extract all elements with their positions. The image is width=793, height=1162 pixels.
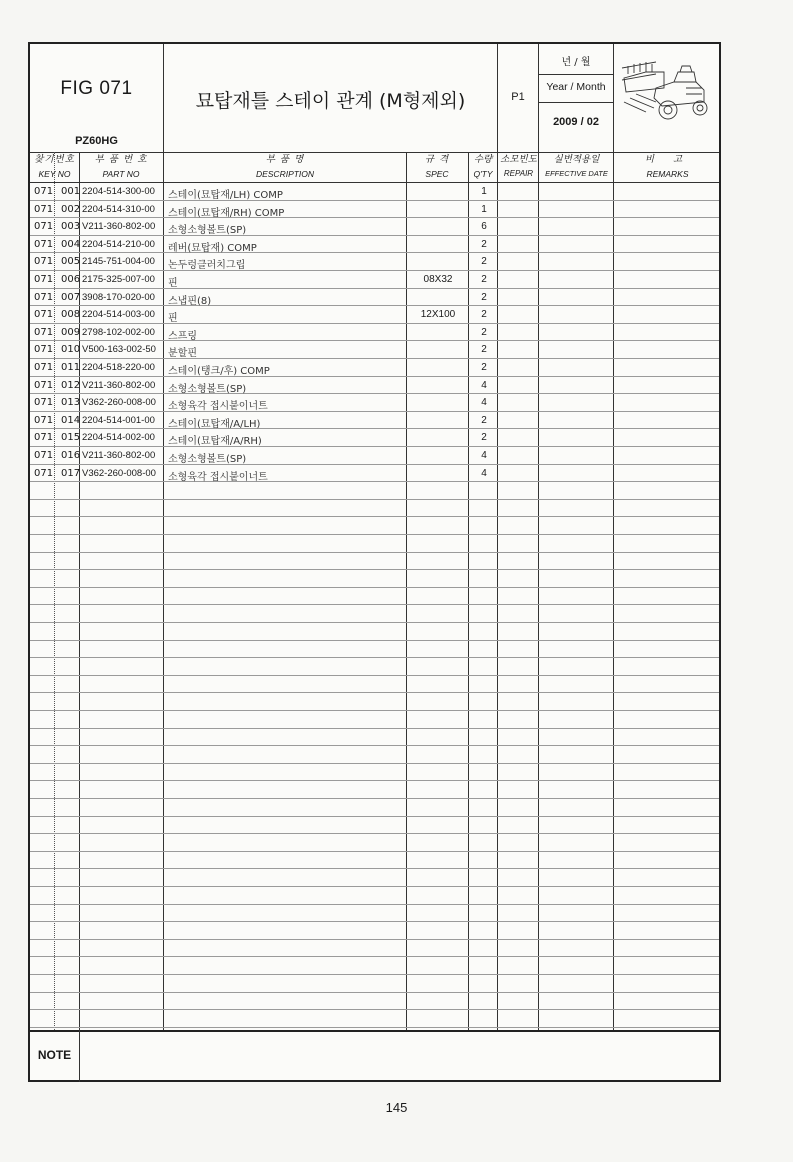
row-rule xyxy=(30,657,719,658)
figure-number: FIG 071 xyxy=(60,78,133,99)
column-head-repair-en: REPAIR xyxy=(503,169,534,178)
part-number: V362-260-008-00 xyxy=(82,397,156,409)
table-row xyxy=(30,254,719,272)
note-divider xyxy=(79,1030,80,1082)
key-number: 008 xyxy=(61,309,81,321)
part-number: V500-163-002-50 xyxy=(82,344,156,356)
column-head-key-en: KEY NO xyxy=(38,169,71,179)
part-number: 2204-514-310-00 xyxy=(82,203,155,215)
fig-number: 071 xyxy=(34,221,54,233)
key-number: 016 xyxy=(61,450,81,461)
part-number: 2204-514-003-00 xyxy=(82,309,155,321)
table-row xyxy=(30,448,719,466)
quantity: 2 xyxy=(481,432,487,444)
column-head-repair-ko: 소모빈도 xyxy=(500,154,537,165)
column-head-effective-ko: 실번적용일 xyxy=(553,154,600,165)
key-number: 013 xyxy=(61,397,81,409)
description: 핀 xyxy=(168,313,178,325)
fig-number: 071 xyxy=(34,256,54,268)
description: 레버(묘탑재) COMP xyxy=(168,242,257,254)
page-number: 145 xyxy=(385,1100,408,1115)
part-number: 2204-514-300-00 xyxy=(82,186,155,197)
description: 소형소형볼트(SP) xyxy=(168,225,247,237)
row-rule xyxy=(30,692,719,693)
quantity: 4 xyxy=(481,379,487,391)
row-rule xyxy=(30,534,719,535)
row-rule xyxy=(30,816,719,817)
note-top-line xyxy=(30,1030,719,1032)
fig-number: 071 xyxy=(34,362,54,373)
row-rule xyxy=(30,569,719,570)
year-month-english: Year / Month xyxy=(546,81,606,93)
key-number: 002 xyxy=(61,203,81,215)
table-row xyxy=(30,272,719,290)
column-head-part-en: PART NO xyxy=(102,169,140,179)
quantity: 2 xyxy=(481,362,487,373)
fig-number: 071 xyxy=(34,274,54,285)
key-number: 014 xyxy=(61,414,81,426)
part-number: 2204-514-002-00 xyxy=(82,432,155,444)
rice-transplanter-illustration xyxy=(616,58,716,130)
column-head-qty-ko: 수량 xyxy=(473,154,493,165)
column-head-bottom-line xyxy=(30,182,719,183)
key-number: 001 xyxy=(61,186,81,197)
description: 소형육각 접시붙이너트 xyxy=(168,401,268,413)
fig-number: 071 xyxy=(34,397,54,409)
table-row xyxy=(30,378,719,396)
part-number: 2204-514-210-00 xyxy=(82,238,155,250)
description: 소형육각 접시붙이너트 xyxy=(168,471,268,483)
table-row xyxy=(30,466,719,484)
page-title: 묘탑재틀 스테이 관계 (M형제외) xyxy=(195,90,466,112)
column-head-spec-ko: 규 격 xyxy=(424,154,450,165)
description: 스냅핀(8) xyxy=(168,295,212,307)
row-rule xyxy=(30,745,719,746)
key-number: 005 xyxy=(61,256,81,268)
description: 스프링 xyxy=(168,330,197,342)
quantity: 1 xyxy=(481,203,487,215)
description: 스테이(묘탑재/LH) COMP xyxy=(168,190,283,201)
fig-number: 071 xyxy=(34,186,54,197)
fig-number: 071 xyxy=(34,450,54,461)
row-rule xyxy=(30,868,719,869)
key-number: 006 xyxy=(61,274,81,285)
column-head-qty-en: Q'TY xyxy=(473,169,493,179)
header-divider xyxy=(538,102,613,103)
row-rule xyxy=(30,974,719,975)
fig-number: 071 xyxy=(34,467,54,479)
row-rule xyxy=(30,728,719,729)
row-rule xyxy=(30,1009,719,1010)
part-number: V211-360-802-00 xyxy=(82,221,156,233)
key-number: 004 xyxy=(61,238,81,250)
fig-number: 071 xyxy=(34,344,54,356)
row-rule xyxy=(30,798,719,799)
row-rule xyxy=(30,499,719,500)
column-head-spec-en: SPEC xyxy=(425,169,449,179)
key-number: 009 xyxy=(61,326,81,338)
fig-number: 071 xyxy=(34,414,54,426)
key-number: 010 xyxy=(61,344,81,356)
table-row xyxy=(30,342,719,360)
table-row xyxy=(30,202,719,220)
fig-number: 071 xyxy=(34,291,54,303)
spec: 12X100 xyxy=(420,309,456,321)
row-rule xyxy=(30,851,719,852)
row-rule xyxy=(30,956,719,957)
year-month-korean: 년 / 월 xyxy=(561,57,591,68)
part-number: V362-260-008-00 xyxy=(82,467,156,479)
table-row xyxy=(30,325,719,343)
row-rule xyxy=(30,939,719,940)
note-label: NOTE xyxy=(37,1048,72,1062)
row-rule xyxy=(30,763,719,764)
part-number: 2798-102-002-00 xyxy=(82,326,155,338)
row-rule xyxy=(30,886,719,887)
table-row xyxy=(30,413,719,431)
column-head-desc-ko: 부 품 명 xyxy=(265,154,305,165)
description: 소형소형볼트(SP) xyxy=(168,383,247,395)
quantity: 2 xyxy=(481,326,487,338)
row-rule xyxy=(30,640,719,641)
column-head-desc-en: DESCRIPTION xyxy=(255,169,315,179)
table-row xyxy=(30,360,719,378)
fig-number: 071 xyxy=(34,379,54,391)
table-row xyxy=(30,395,719,413)
quantity: 4 xyxy=(481,450,487,461)
key-number: 017 xyxy=(61,467,81,479)
description: 스테이(묘탑재/RH) COMP xyxy=(168,207,285,219)
table-row xyxy=(30,184,719,202)
table-row xyxy=(30,219,719,237)
fig-number: 071 xyxy=(34,203,54,215)
quantity: 6 xyxy=(481,221,487,233)
spec: 08X32 xyxy=(423,274,453,285)
part-number: V211-360-802-00 xyxy=(82,450,156,461)
table-row xyxy=(30,237,719,255)
description: 스테이(묘탑재/A/RH) xyxy=(168,436,262,448)
part-number: 3908-170-020-00 xyxy=(82,291,155,303)
quantity: 4 xyxy=(481,467,487,479)
table-row xyxy=(30,290,719,308)
column-head-remarks-ko: 비 고 xyxy=(644,154,691,165)
column-head-remarks-en: REMARKS xyxy=(646,169,689,179)
part-number: V211-360-802-00 xyxy=(82,379,156,391)
row-rule xyxy=(30,587,719,588)
part-number: 2175-325-007-00 xyxy=(82,274,155,285)
description: 소형소형볼트(SP) xyxy=(168,454,247,465)
part-number: 2204-518-220-00 xyxy=(82,362,155,373)
table-row xyxy=(30,430,719,448)
description: 핀 xyxy=(168,278,178,289)
fig-number: 071 xyxy=(34,238,54,250)
row-rule xyxy=(30,833,719,834)
column-head-key-ko: 찾기번호 xyxy=(34,154,75,165)
row-rule xyxy=(30,1027,719,1028)
model-name: PZ60HG xyxy=(75,135,118,147)
description: 논두렁클러치그립 xyxy=(168,260,246,272)
part-number: 2204-514-001-00 xyxy=(82,414,155,426)
row-rule xyxy=(30,516,719,517)
quantity: 4 xyxy=(481,397,487,409)
parts-list-sheet xyxy=(28,42,721,1082)
fig-number: 071 xyxy=(34,309,54,321)
quantity: 2 xyxy=(481,291,487,303)
row-rule xyxy=(30,710,719,711)
quantity: 2 xyxy=(481,274,487,285)
quantity: 2 xyxy=(481,344,487,356)
part-number: 2145-751-004-00 xyxy=(82,256,155,268)
key-number: 012 xyxy=(61,379,81,391)
fig-number: 071 xyxy=(34,326,54,338)
row-rule xyxy=(30,921,719,922)
issue-date: 2009 / 02 xyxy=(553,116,599,128)
description: 스테이(탱크/후) COMP xyxy=(168,366,270,377)
column-head-part-ko: 부 품 번 호 xyxy=(94,154,148,165)
quantity: 2 xyxy=(481,309,487,321)
key-number: 007 xyxy=(61,291,81,303)
row-rule xyxy=(30,622,719,623)
column-head-effective-en: EFFECTIVE DATE xyxy=(545,169,608,178)
table-row xyxy=(30,307,719,325)
header-divider xyxy=(613,44,614,152)
key-number: 011 xyxy=(61,362,81,373)
row-rule xyxy=(30,552,719,553)
row-rule xyxy=(30,992,719,993)
quantity: 2 xyxy=(481,256,487,268)
row-rule xyxy=(30,675,719,676)
quantity: 1 xyxy=(481,186,487,197)
description: 분할핀 xyxy=(168,348,197,360)
page-label: P1 xyxy=(511,91,525,103)
header-divider xyxy=(538,74,613,75)
row-rule xyxy=(30,780,719,781)
quantity: 2 xyxy=(481,238,487,250)
row-rule xyxy=(30,604,719,605)
key-number: 015 xyxy=(61,432,81,444)
description: 스테이(묘탑재/A/LH) xyxy=(168,418,261,430)
key-number: 003 xyxy=(61,221,81,233)
fig-number: 071 xyxy=(34,432,54,444)
quantity: 2 xyxy=(481,414,487,426)
row-rule xyxy=(30,904,719,905)
